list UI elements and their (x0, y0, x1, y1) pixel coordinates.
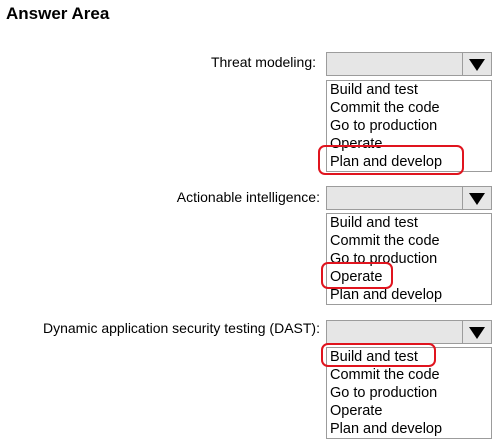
option-operate[interactable]: Operate (330, 136, 383, 152)
dropdown-actionable-intelligence[interactable] (326, 186, 492, 210)
option-plan-and-develop[interactable]: Plan and develop (330, 287, 443, 303)
option-build-and-test[interactable]: Build and test (330, 349, 418, 365)
option-commit-the-code[interactable]: Commit the code (330, 100, 440, 116)
question-label-dast: Dynamic application security testing (DAST): (43, 320, 320, 336)
option-commit-the-code[interactable]: Commit the code (330, 367, 440, 383)
question-label-actionable-intelligence: Actionable intelligence: (176, 189, 320, 205)
dropdown-threat-modeling[interactable] (326, 52, 492, 76)
question-label-threat-modeling: Threat modeling: (210, 54, 316, 70)
selected-answer-highlight (321, 343, 436, 367)
option-operate[interactable]: Operate (330, 269, 383, 285)
option-go-to-production[interactable]: Go to production (330, 118, 438, 134)
option-plan-and-develop[interactable]: Plan and develop (330, 421, 443, 437)
dropdown-list-actionable-intelligence (326, 213, 492, 305)
dropdown-dast[interactable] (326, 320, 492, 344)
option-operate[interactable]: Operate (330, 403, 383, 419)
option-go-to-production[interactable]: Go to production (330, 385, 438, 401)
dropdown-arrow-button[interactable] (462, 321, 491, 343)
chevron-down-icon (469, 327, 485, 339)
selected-answer-highlight (318, 145, 464, 175)
option-build-and-test[interactable]: Build and test (330, 82, 418, 98)
dropdown-arrow-button[interactable] (462, 53, 491, 75)
selected-answer-highlight (321, 262, 393, 289)
option-plan-and-develop[interactable]: Plan and develop (330, 154, 443, 170)
option-build-and-test[interactable]: Build and test (330, 215, 418, 231)
dropdown-arrow-button[interactable] (462, 187, 491, 209)
chevron-down-icon (469, 193, 485, 205)
chevron-down-icon (469, 59, 485, 71)
answer-area-title: Answer Area (6, 4, 110, 23)
option-go-to-production[interactable]: Go to production (330, 251, 438, 267)
option-commit-the-code[interactable]: Commit the code (330, 233, 440, 249)
